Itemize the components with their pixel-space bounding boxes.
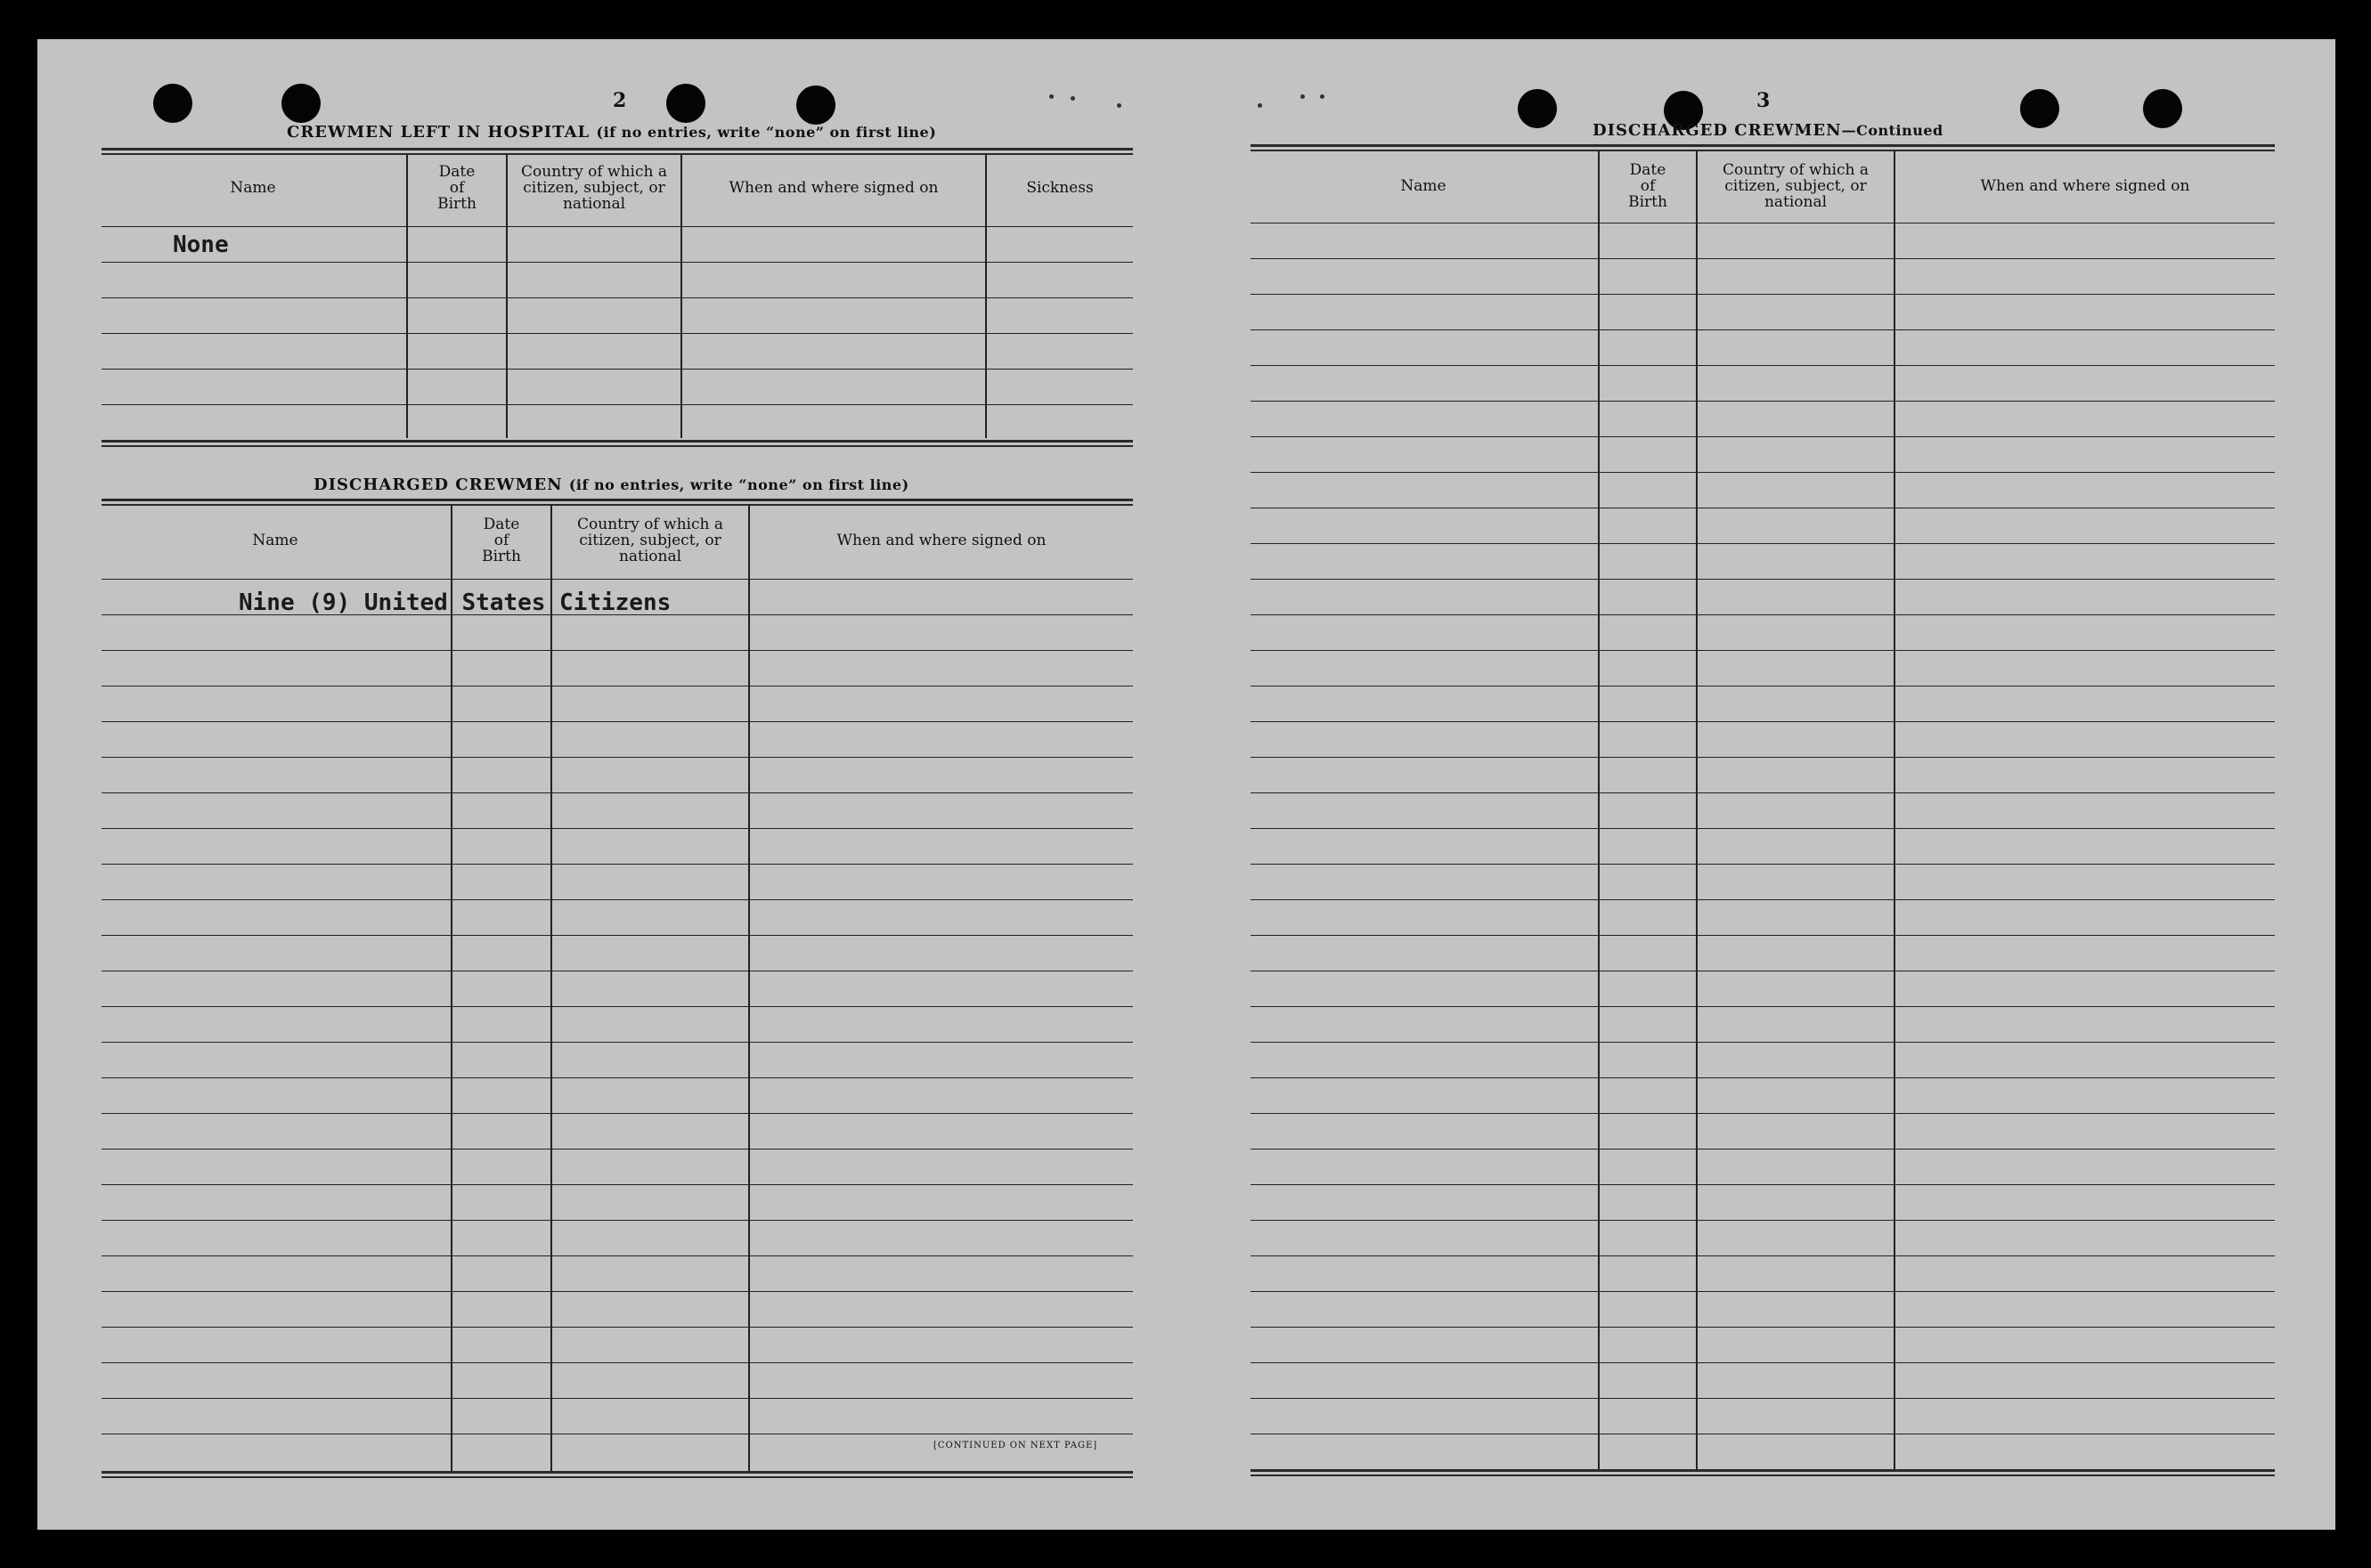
hospital-row-line (102, 262, 1133, 263)
hospital-header-dob: Date of Birth (437, 163, 477, 213)
hospital-row-line (102, 333, 1133, 334)
right-row-line (1251, 329, 2275, 330)
discharged-bottom-rule (102, 1471, 1133, 1474)
right-header-country: Country of which a citizen, subject, or national (1723, 161, 1869, 211)
hospital-section-title (287, 123, 936, 142)
right-row-line (1251, 1149, 2275, 1150)
discharged-row-line (102, 721, 1133, 722)
discharged-row-line (102, 686, 1133, 687)
hospital-bottom-rule-2 (102, 445, 1133, 447)
discharged-top-rule (102, 499, 1133, 501)
document-scan (37, 39, 2335, 1530)
right-row-line (1251, 686, 2275, 687)
right-row-line (1251, 472, 2275, 473)
right-row-line (1251, 1291, 2275, 1292)
discharged-row-line (102, 1042, 1133, 1043)
page-number-left: 2 (613, 89, 627, 112)
right-row-line (1251, 864, 2275, 865)
hospital-col-divider (985, 155, 987, 438)
right-row-line (1251, 1006, 2275, 1007)
discharged-row-line (102, 828, 1133, 829)
discharged-row-line (102, 864, 1133, 865)
hospital-row-line (102, 369, 1133, 370)
discharged-title-text: DISCHARGED CREWMEN (314, 475, 563, 494)
right-bottom-rule-2 (1251, 1475, 2275, 1476)
discharged-header-signed-on: When and where signed on (836, 532, 1047, 549)
continued-section-title (1593, 121, 1943, 140)
discharged-entry: Nine (9) United States Citizens (239, 589, 672, 616)
discharged-row-line (102, 935, 1133, 936)
continued-title-suffix: —Continued (1841, 122, 1943, 139)
hospital-entry: None (173, 232, 229, 258)
right-row-line (1251, 543, 2275, 544)
right-row-line (1251, 294, 2275, 295)
speck (1258, 103, 1262, 108)
hospital-header-country: Country of which a citizen, subject, or national (521, 163, 667, 213)
discharged-row-line (102, 1184, 1133, 1185)
hospital-header-name: Name (230, 179, 276, 197)
discharged-row-line (102, 1220, 1133, 1221)
hospital-row-line (102, 226, 1133, 227)
discharged-row-line (102, 1291, 1133, 1292)
discharged-instruction: (if no entries, write “none” on first line) (568, 476, 909, 493)
right-row-line (1251, 650, 2275, 651)
right-row-line (1251, 1255, 2275, 1256)
hospital-col-divider (680, 155, 682, 438)
right-row-line (1251, 1113, 2275, 1114)
punch-hole (153, 84, 192, 123)
continued-title-text: DISCHARGED CREWMEN (1593, 121, 1842, 140)
hospital-top-rule (102, 148, 1133, 150)
discharged-row-line (102, 1327, 1133, 1328)
discharged-row-line (102, 792, 1133, 793)
discharged-row-line (102, 650, 1133, 651)
right-row-line (1251, 614, 2275, 615)
discharged-header-dob: Date of Birth (482, 516, 521, 565)
right-header-name: Name (1400, 177, 1446, 195)
right-col-divider (1696, 151, 1698, 1469)
discharged-row-line (102, 757, 1133, 758)
hospital-top-rule-2 (102, 153, 1133, 155)
right-header-dob: Date of Birth (1628, 161, 1667, 211)
page-number-right: 3 (1756, 89, 1771, 112)
discharged-row-line (102, 1398, 1133, 1399)
discharged-row-line (102, 1006, 1133, 1007)
right-row-line (1251, 436, 2275, 437)
right-row-line (1251, 579, 2275, 580)
hospital-bottom-rule (102, 440, 1133, 443)
right-top-rule (1251, 144, 2275, 147)
right-col-divider (1598, 151, 1600, 1469)
speck (1071, 96, 1075, 101)
right-row-line (1251, 828, 2275, 829)
right-row-line (1251, 1220, 2275, 1221)
right-top-rule-2 (1251, 150, 2275, 151)
hospital-header-sickness: Sickness (1026, 179, 1094, 197)
right-row-line (1251, 757, 2275, 758)
right-row-line (1251, 721, 2275, 722)
discharged-header-country: Country of which a citizen, subject, or national (577, 516, 723, 565)
right-row-line (1251, 1042, 2275, 1043)
discharged-row-line (102, 1149, 1133, 1150)
speck (1320, 94, 1324, 99)
speck (1117, 103, 1121, 108)
discharged-row-line (102, 579, 1133, 580)
punch-hole (666, 84, 705, 123)
right-row-line (1251, 792, 2275, 793)
punch-hole (796, 85, 835, 125)
right-bottom-rule (1251, 1469, 2275, 1472)
right-header-signed-on: When and where signed on (1980, 177, 2190, 195)
right-row-line (1251, 258, 2275, 259)
punch-hole (2020, 89, 2059, 128)
punch-hole (1518, 89, 1557, 128)
hospital-row-line (102, 404, 1133, 405)
discharged-header-name: Name (252, 532, 298, 549)
discharged-row-line (102, 1255, 1133, 1256)
right-row-line (1251, 1398, 2275, 1399)
right-row-line (1251, 935, 2275, 936)
speck (1049, 94, 1054, 99)
discharged-bottom-rule-2 (102, 1476, 1133, 1478)
discharged-section-title (314, 475, 909, 494)
discharged-row-line (102, 1077, 1133, 1078)
right-row-line (1251, 1077, 2275, 1078)
hospital-title-text: CREWMEN LEFT IN HOSPITAL (287, 123, 591, 142)
right-col-divider (1894, 151, 1895, 1469)
right-row-line (1251, 365, 2275, 366)
right-row-line (1251, 1362, 2275, 1363)
discharged-row-line (102, 1113, 1133, 1114)
punch-hole (281, 84, 321, 123)
hospital-row-line (102, 297, 1133, 298)
right-row-line (1251, 1184, 2275, 1185)
hospital-header-signed-on: When and where signed on (729, 179, 939, 197)
discharged-row-line (102, 899, 1133, 900)
right-row-line (1251, 1327, 2275, 1328)
hospital-instruction: (if no entries, write “none” on first line) (596, 124, 937, 141)
punch-hole (2143, 89, 2182, 128)
speck (1300, 94, 1305, 99)
discharged-row-line (102, 1362, 1133, 1363)
right-row-line (1251, 401, 2275, 402)
discharged-top-rule-2 (102, 504, 1133, 506)
right-row-line (1251, 899, 2275, 900)
continued-note: [CONTINUED ON NEXT PAGE] (933, 1441, 1098, 1450)
